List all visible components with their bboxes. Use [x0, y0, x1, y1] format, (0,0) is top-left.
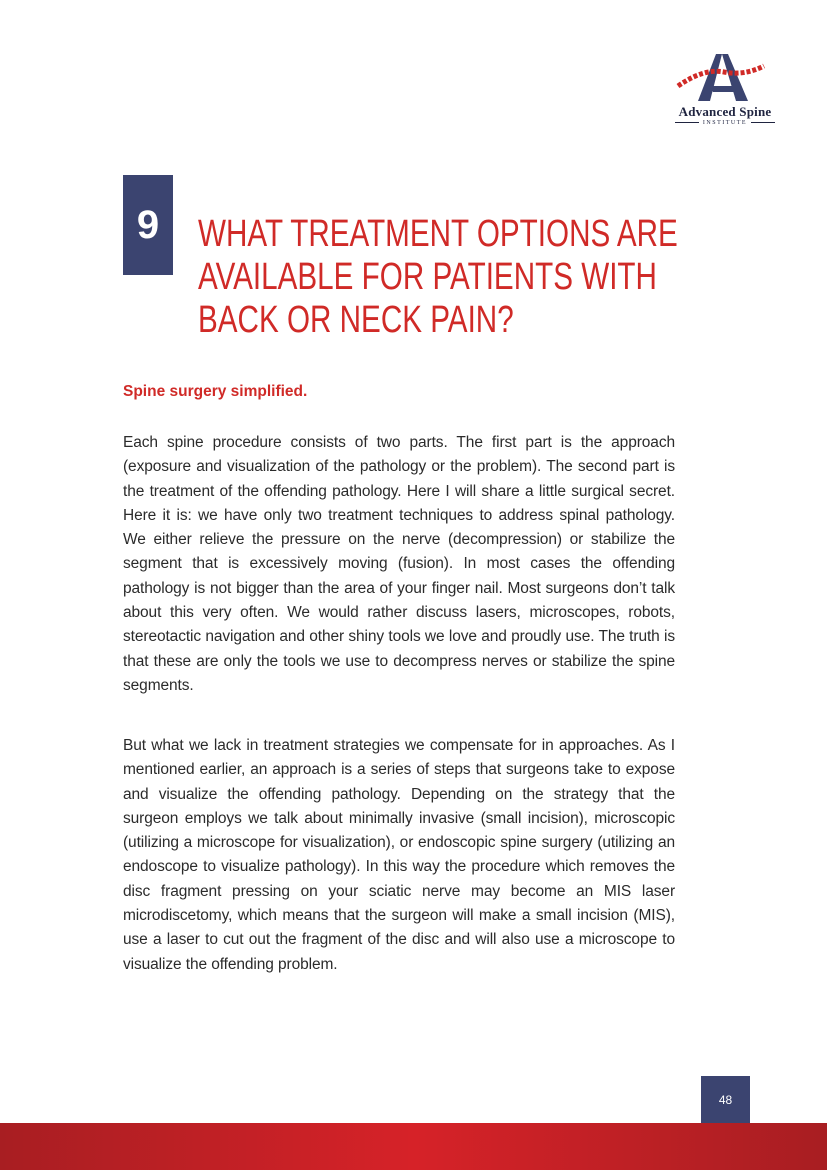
spine-logo-icon [664, 46, 786, 106]
logo [664, 46, 786, 130]
body-paragraph-2: But what we lack in treatment strategies we compensate for in approaches. As I mentioned earlier, an approach is a series of steps that surgeons take to expose and visualize the offending pathology. Depending on the strategy that the surgeon employs we talk about minimally invasive (small incision), microscopic (utilizing a microscope for visualization), or endoscopic spine surgery (utilizing an endoscope to visualize pathology). In this way the procedure which removes the disc fragment pressing on your sciatic nerve may become an MIS laser microdiscetomy, which means that the surgeon will make a small incision (MIS), use a laser to cut out the fragment of the disc and will also use a microscope to visualize the offending problem. [123, 737, 675, 973]
page-number: 48 [701, 1076, 750, 1123]
chapter-title: WHAT TREATMENT OPTIONS ARE AVAILABLE FOR PATIENTS WITH BACK OR NECK PAIN? [198, 213, 678, 341]
logo-subname: INSTITUTE [664, 120, 786, 126]
section-subtitle: Spine surgery simplified. [123, 383, 308, 400]
body-paragraph-1: Each spine procedure consists of two parts. The first part is the approach (exposure and visualization of the pathology or the problem). The second part is the treatment of the offending pathology. Here I will share a little surgical secret. Here it is: we have only two treatment techniques to address spinal pathology. We either relieve the pressure on the nerve (decompression) or stabilize the segment that is excessively moving (fusion). In most cases the offending pathology is not bigger than the area of your finger nail. Most surgeons don’t talk about this very often. We would rather discuss lasers, microscopes, robots, stereotactic navigation and other shiny tools we love and proudly use. The truth is that these are only the tools we use to decompress nerves or stabilize the spine segments. [123, 434, 675, 694]
logo-name: Advanced Spine [678, 104, 772, 119]
footer-bar [0, 1123, 827, 1170]
chapter-number: 9 [123, 175, 173, 275]
